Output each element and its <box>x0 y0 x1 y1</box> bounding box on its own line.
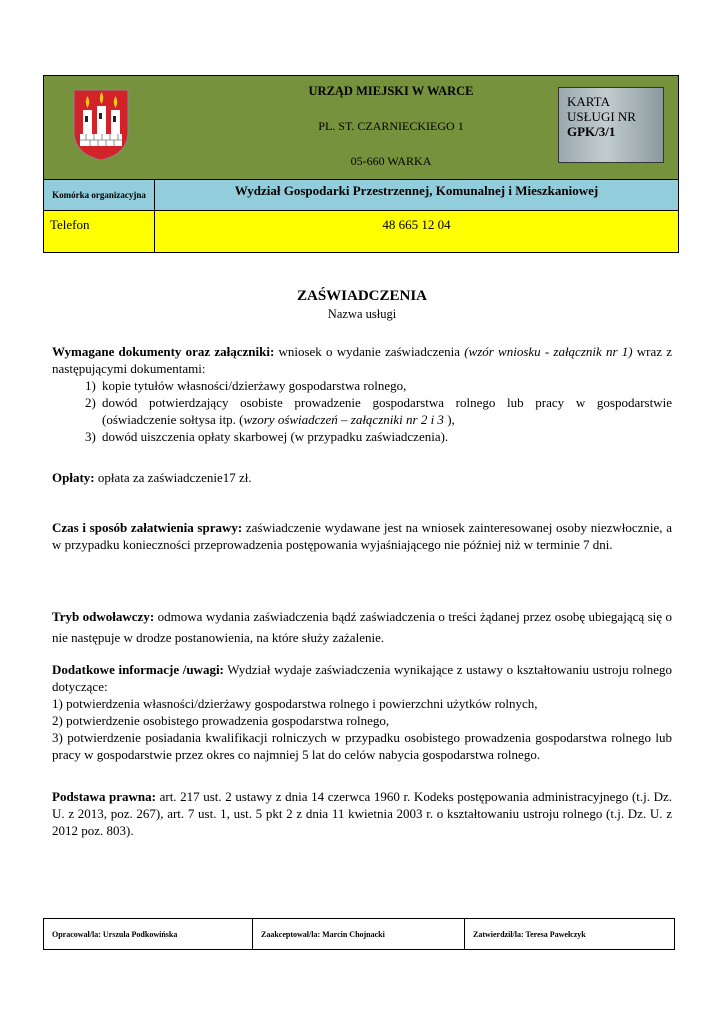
approved-by: Zatwierdził/la: Teresa Pawełczyk <box>465 919 675 950</box>
appeal-label: Tryb odwoławczy: <box>52 609 155 624</box>
prepared-by: Opracował/la: Urszula Podkowińska <box>44 919 253 950</box>
list-item: 2) dowód potwierdzający osobiste prowadzenie gospodarstwa rolnego lub pracy w gospodarstwie (oświadczenie sołtysa itp. (wzory oświadczeń – załączniki nr 2 i 3 ), <box>85 395 672 427</box>
additional-info-section <box>52 661 672 763</box>
phone-label: Telefon <box>44 211 155 253</box>
additional-info-line: 3) potwierdzenie posiadania kwalifikacji rolniczych w przypadku osobistego prowadzenia gospodarstwa rolnego lub pracy w gospodarstwie przez okres co najmniej 5 lat do celów nabycia gospodarstwa rolnego. <box>52 730 672 762</box>
header-banner <box>44 76 679 180</box>
fees-section <box>52 469 672 486</box>
legal-basis-section <box>52 788 672 839</box>
processing-time-label: Czas i sposób załatwienia sprawy: <box>52 520 243 535</box>
required-documents-intro: Wymagane dokumenty oraz załączniki: wniosek o wydanie zaświadczenia (wzór wniosku - załącznik nr 1) wraz z następującymi dokumentami: <box>52 344 672 376</box>
office-city: 05-660 WARKA <box>350 154 432 168</box>
card-label-line2: USŁUGI NR <box>567 109 636 124</box>
department-name: Wydział Gospodarki Przestrzennej, Komunalnej i Mieszkaniowej <box>155 180 679 211</box>
office-name: URZĄD MIEJSKI W WARCE <box>308 84 474 98</box>
warka-coat-of-arms-icon <box>72 88 130 162</box>
phone-number: 48 665 12 04 <box>155 211 679 253</box>
additional-info-line: 2) potwierdzenie osobistego prowadzenia gospodarstwa rolnego, <box>52 713 390 728</box>
accepted-by: Zaakceptował/la: Marcin Chojnacki <box>253 919 465 950</box>
processing-time-text: zaświadczenie wydawane jest na wniosek zainteresowanej osoby niezwłocznie, a w przypadku konieczności przeprowadzenia postępowania wyjaśniającego nie później niż w terminie 7 dni. <box>52 520 672 552</box>
header-table <box>43 75 679 253</box>
list-item: 1) kopie tytułów własności/dzierżawy gospodarstwa rolnego, <box>85 378 407 393</box>
processing-time-section <box>52 519 672 553</box>
legal-basis-text: art. 217 ust. 2 ustawy z dnia 14 czerwca 1960 r. Kodeks postępowania administracyjnego (t.j. Dz. U. z 2013, poz. 267), art. 7 ust. 1, ust. 5 pkt 2 z dnia 11 kwietnia 2003 r. o kształtowaniu ustroju rolnego (t.j. Dz. U. z 2012 poz. 803). <box>52 789 672 838</box>
required-documents-label: Wymagane dokumenty oraz załączniki: <box>52 344 275 359</box>
fees-label: Opłaty: <box>52 470 95 485</box>
office-address-block <box>204 84 578 169</box>
application-form-ref: (wzór wniosku - załącznik nr 1) <box>464 344 633 359</box>
additional-info-line: 1) potwierdzenia własności/dzierżawy gospodarstwa rolnego i powierzchni użytków rolnych, <box>52 696 538 711</box>
office-street: PL. ST. CZARNIECKIEGO 1 <box>318 119 464 133</box>
required-documents-section <box>52 343 672 445</box>
unit-label: Komórka organizacyjna <box>44 180 155 211</box>
card-label-line1: KARTA <box>567 94 610 109</box>
legal-basis-label: Podstawa prawna: <box>52 789 156 804</box>
appeal-section <box>52 606 672 648</box>
service-card-box <box>558 87 664 163</box>
service-title: ZAŚWIADCZENIA <box>296 288 428 304</box>
appeal-text: odmowa wydania zaświadczenia bądź zaświadczenia o treści żądanej przez osobę ubiegającą się o nie następuje w drodze postanowienia, na które służy zażalenie. <box>52 609 672 645</box>
additional-info-text: Wydział wydaje zaświadczenia wynikające z ustawy o kształtowaniu ustroju rolnego dotyczące: <box>52 662 672 694</box>
list-item: 3) dowód uiszczenia opłaty skarbowej (w przypadku zaświadczenia). <box>85 429 449 444</box>
required-documents-list <box>52 377 672 445</box>
service-subtitle: Nazwa usługi <box>327 307 397 321</box>
fees-text: opłata za zaświadczenie17 zł. <box>94 470 252 485</box>
signature-table <box>43 918 675 950</box>
card-number: GPK/3/1 <box>567 124 616 139</box>
additional-info-label: Dodatkowe informacje /uwagi: <box>52 662 224 677</box>
